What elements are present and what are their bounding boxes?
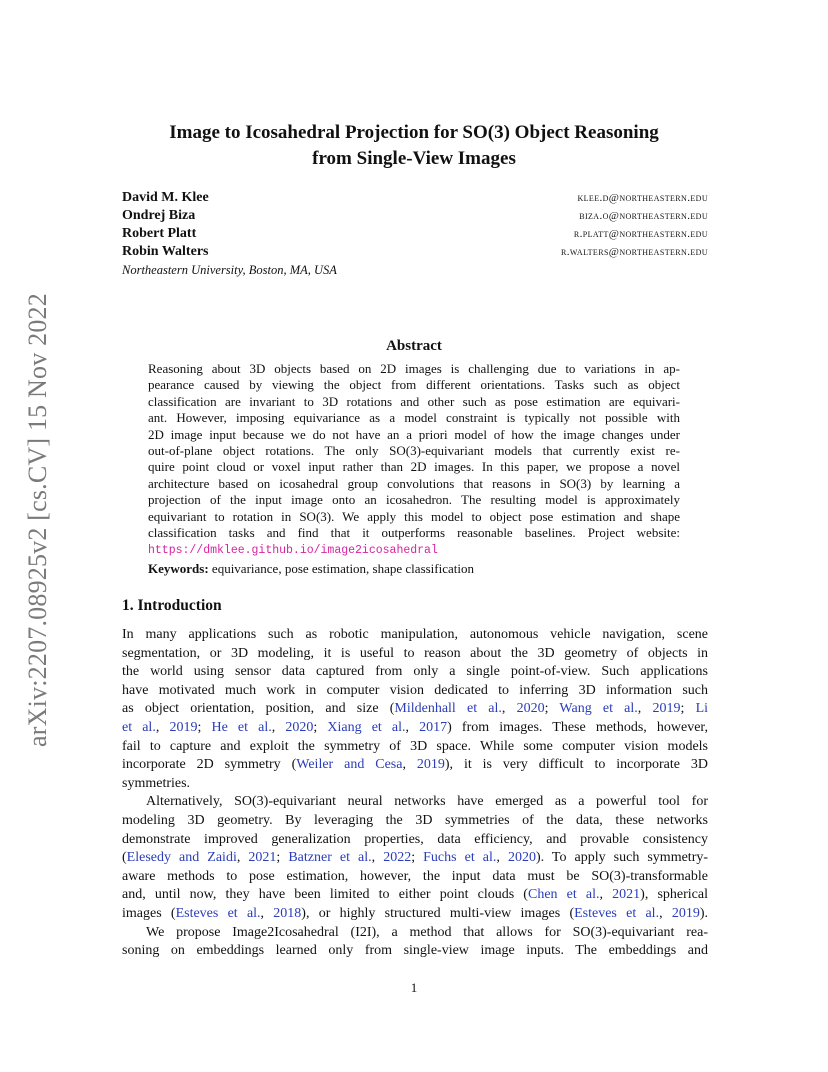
abstract-line: ant. However, imposing equivariance as a model constraint is typically not possible with [148,410,680,426]
paragraph-line: have motivated much work in computer vision dedicated to inferring 3D information such [122,682,708,698]
line-text: , [405,719,420,735]
citation-link[interactable]: Li [695,701,709,717]
line-text: , [260,905,274,921]
citation-link[interactable]: Chen et al. [527,887,600,903]
arxiv-id: arXiv:2207.08925v2 [cs.CV] 15 Nov 2022 [23,293,52,747]
citation-link[interactable]: Mildenhall et al. [394,701,502,717]
citation-link[interactable]: 2018 [273,905,302,921]
line-text: , [402,757,417,773]
citation-link[interactable]: 2020 [507,850,536,866]
paragraph-line [122,719,708,738]
abstract-line: out-of-plane object rotations. The only SO(3)-equivariant models that currently exist re- [148,443,680,459]
citation-link[interactable]: He et al. [211,719,272,735]
keywords-label: Keywords: [148,560,209,576]
citation-link[interactable]: Batzner et al. [288,850,372,866]
title-line-1: Image to Icosahedral Projection for SO(3) Object Reasoning [169,122,659,143]
author-email[interactable]: r.platt@northeastern.edu [573,228,708,240]
line-text: , [496,850,508,866]
keywords [148,561,680,577]
line-text: ), or highly structured multi-view images ( [301,905,575,921]
paper-title [0,120,828,172]
author-row [122,244,708,262]
section-heading-introduction: 1. Introduction [122,597,222,614]
author-email[interactable]: biza.o@northeastern.edu [579,210,708,222]
abstract-line: classification are invariant to 3D rotations and other such as pose estimation are equivari- [148,393,680,409]
abstract-line: 2D image input because we do not have an a priori model of how the image changes under [148,426,680,442]
citation-link[interactable]: 2019 [169,719,198,735]
paragraph-line: symmetries. [122,775,191,791]
introduction-body [122,626,708,961]
line-text: , [599,887,613,903]
author-email[interactable]: klee.d@northeastern.edu [577,192,708,204]
citation-link[interactable]: 2020 [285,719,314,735]
abstract-line: classification tasks and find that it outperforms reasonable baselines. Project website: [148,525,680,541]
paragraph-line [122,905,708,924]
author-name: Robin Walters [122,244,209,259]
line-text: , [501,701,517,717]
affiliation: Northeastern University, Boston, MA, USA [122,263,337,277]
citation-link[interactable]: 2020 [516,701,545,717]
citation-link[interactable]: 2019 [671,905,700,921]
line-text: ). To apply such symmetry- [535,850,709,866]
citation-link[interactable]: 2019 [416,757,445,773]
citation-link[interactable]: 2021 [612,887,641,903]
line-text: ; [544,701,560,717]
line-text: incorporate 2D symmetry ( [122,757,297,773]
paragraph-line: We propose Image2Icosahedral (I2I), a method that allows for SO(3)-equivariant rea- [146,924,708,940]
paragraph-line: In many applications such as robotic manipulation, autonomous vehicle navigation, scene [122,627,708,642]
abstract-line: Reasoning about 3D objects based on 2D images is challenging due to variations in ap- [148,361,680,376]
abstract-line: quire point cloud or voxel input rather than 2D images. In this paper, we propose a novel [148,459,680,475]
line-text: ; [197,719,212,735]
paragraph-line: Alternatively, SO(3)-equivariant neural networks have emerged as a powerful tool for [146,794,708,810]
citation-link[interactable]: et al. [122,719,156,735]
line-text: and, until now, they have been limited to either point clouds ( [122,887,528,903]
abstract-body [148,361,680,577]
paragraph-line: fail to capture and exploit the symmetry of 3D space. While some computer vision models [122,738,708,754]
line-text: , [637,701,653,717]
citation-link[interactable]: 2019 [652,701,681,717]
author-name: Ondrej Biza [122,208,196,223]
citation-link[interactable]: 2022 [383,850,412,866]
line-text: ( [122,850,127,866]
abstract-line: architecture based on icosahedral group convolutions that reasons in SO(3) by learning a [148,475,680,491]
citation-link[interactable]: Weiler and Cesa [296,757,403,773]
citation-link[interactable]: Xiang et al. [327,719,406,735]
author-name: Robert Platt [122,226,197,241]
abstract-line: equivariant to rotation in SO(3). We apply this model to object pose estimation and shape [148,508,680,524]
citation-link[interactable]: Esteves et al. [574,905,660,921]
paragraph-line: the world using sensor data captured from only a single point-of-view. Such applications [122,664,708,680]
line-text: ), spherical [640,887,709,903]
abstract-line: projection of the input image onto an icosahedron. The resulting model is approximately [148,492,680,508]
author-row [122,208,708,226]
paragraph-line [122,700,708,719]
paragraph-line: soning on embeddings learned only from single-view image inputs. The embeddings and [122,943,708,959]
line-text: images ( [122,905,176,921]
line-text: ; [313,719,328,735]
line-text: , [155,719,170,735]
citation-link[interactable]: 2017 [419,719,448,735]
keywords-text: equivariance, pose estimation, shape classification [211,560,474,576]
title-line-2: from Single-View Images [312,148,516,169]
paragraph-line: segmentation, or 3D modeling, it is useful to reason about the 3D geometry of objects in [122,645,708,661]
abstract-line: pearance caused by viewing the object from different orientations. Tasks such as object [148,377,680,393]
line-text: , [371,850,384,866]
author-email[interactable]: r.walters@northeastern.edu [560,246,708,258]
paragraph-line: aware methods to pose estimation, however, the input data must be SO(3)-transformable [122,868,708,884]
line-text: ), it is very difficult to incorporate 3D [444,757,709,773]
page-number: 1 [410,980,418,995]
line-text: ) from images. These methods, however, [447,719,709,735]
line-text: , [236,850,249,866]
abstract-heading: Abstract [386,338,442,354]
citation-link[interactable]: Fuchs et al. [423,850,497,866]
paragraph-line [122,886,708,905]
citation-link[interactable]: Elesedy and Zaidi [126,850,237,866]
author-block [122,190,708,278]
citation-link[interactable]: Wang et al. [559,701,638,717]
line-text: , [271,719,286,735]
author-row [122,190,708,208]
paragraph-line [122,756,708,775]
line-text: ; [276,850,289,866]
line-text: , [659,905,672,921]
author-name: David M. Klee [122,190,209,205]
author-row [122,226,708,244]
line-text: ). [699,905,708,921]
citation-link[interactable]: Esteves et al. [175,905,261,921]
project-url-line [148,541,680,559]
paragraph-line [122,849,708,868]
paragraph-line: demonstrate improved generalization properties, data efficiency, and provable consistency [122,831,708,847]
paragraph-line: modeling 3D geometry. By leveraging the 3D symmetries of the data, these networks [122,812,708,828]
line-text: as object orientation, position, and size ( [122,701,395,717]
line-text: ; [680,701,696,717]
project-url-link[interactable]: https://dmklee.github.io/image2icosahedral [148,544,438,558]
line-text: ; [411,850,424,866]
citation-link[interactable]: 2021 [248,850,277,866]
